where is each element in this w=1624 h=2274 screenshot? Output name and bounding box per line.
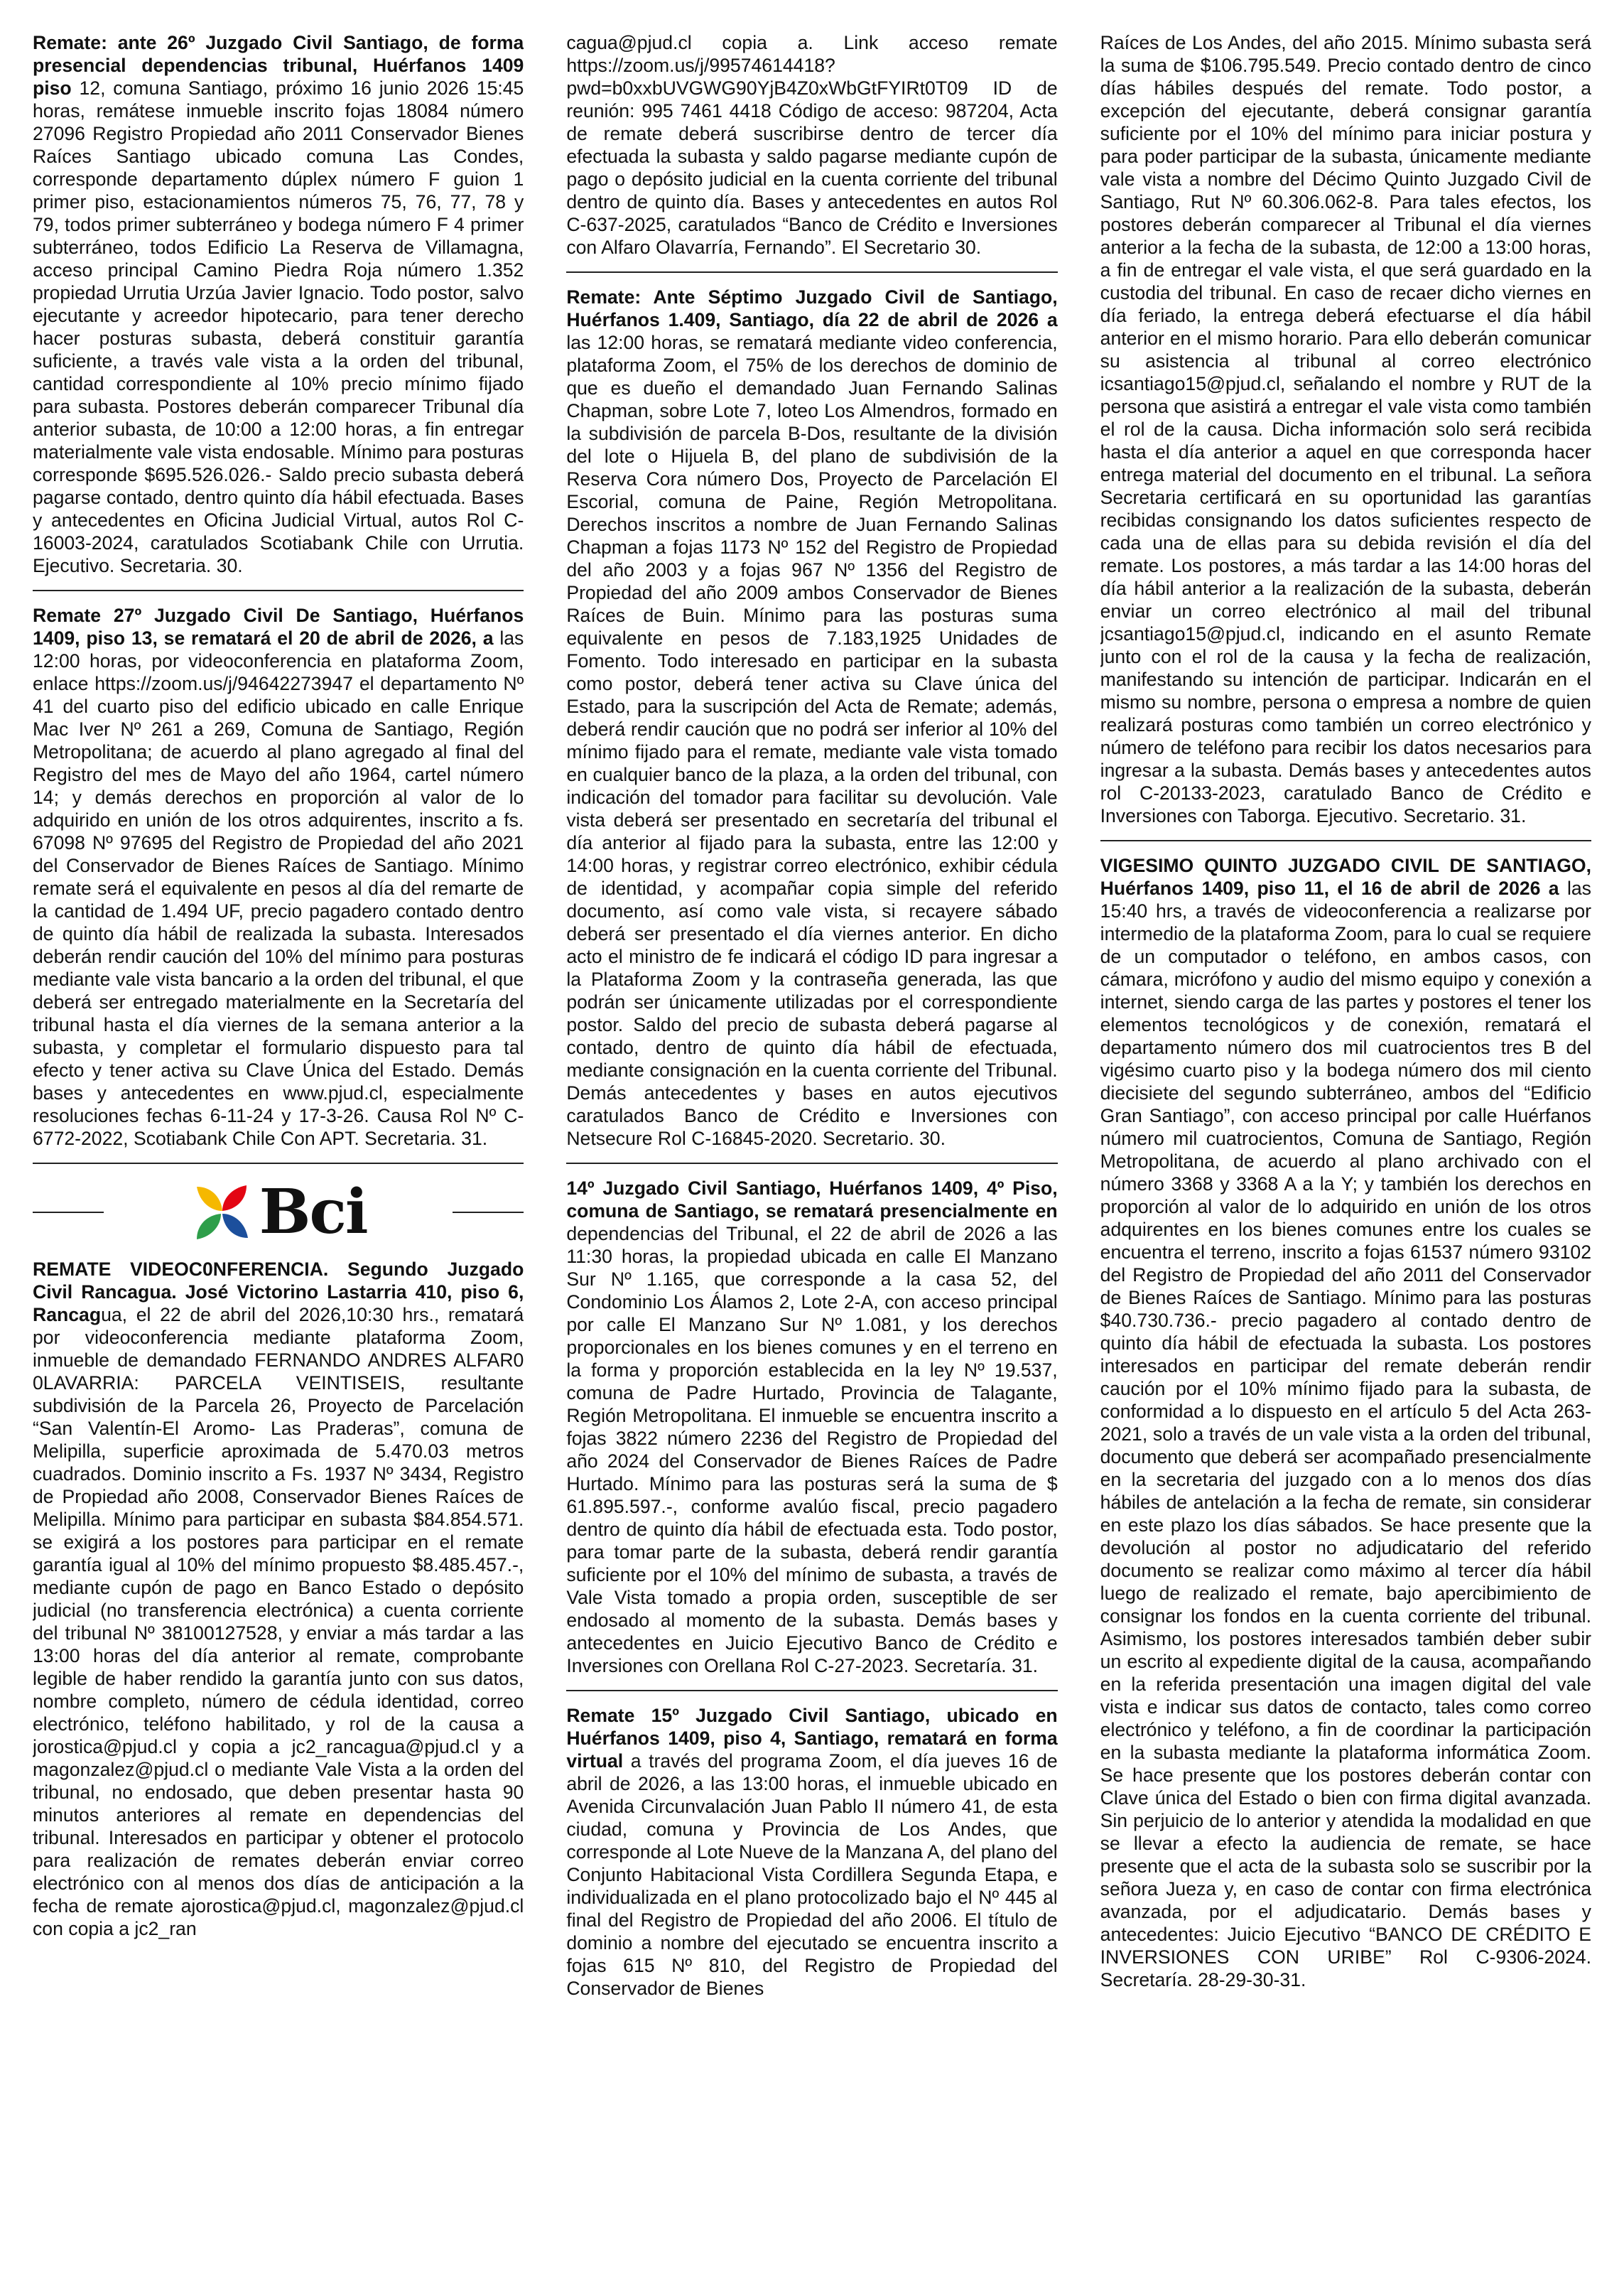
notice-26-juzgado — [33, 31, 524, 577]
logo-rule-left — [33, 1212, 104, 1213]
notice-body: Raíces de Los Andes, del año 2015. Mínimo subasta será la suma de $106.795.549. Precio contado dentro de cinco días hábiles después del remate. Todo postor, a excepción del ejecutante, deberá consignar garantía suficiente por el 10% del mínimo para iniciar postura y para poder participar de la subasta, únicamente mediante vale vista a nombre del Décimo Quinto Juzgado Civil de Santiago, Rut Nº 60.306.062-8. Para tales efectos, los postores deberán comparecer al Tribunal el día viernes anterior a la fecha de la subasta, de 12:00 a 13:00 horas, a fin de entregar el vale vista, el que será guardado en la custodia del tribunal. En caso de recaer dicho viernes en día feriado, la entrega deberá efectuarse el día hábil anterior en el mismo horario. Para ello deberán comunicar su asistencia al tribunal al correo electrónico icsantiago15@pjud.cl, señalando el nombre y RUT de la persona que asistirá a entregar el vale vista como también el rol de la causa. Dicha información solo será recibida hasta el día anterior a aquel en que corresponda hacer entrega material del documento en el tribunal. La señora Secretaria certificará en su oportunidad las garantías recibidas consignando los datos suficientes respecto de cada una de ellas para su debida revisión el día del remate. Los postores, a más tardar a las 14:00 horas del día hábil anterior a la realización de la subasta, deberán enviar un correo electrónico al mail del tribunal jcsantiago15@pjud.cl, indicando en el asunto Remate junto con el rol de la causa y la fecha de realización, manifestando su intención de participar. Indicarán en el mismo su nombre, persona o empresa a nombre de quien realizará posturas como también un correo electrónico y número de teléfono para recibir los datos necesarios para ingresar a la subasta. Demás bases y antecedentes autos rol C-20133-2023, caratulado Banco de Crédito e Inversiones con Taborga. Ejecutivo. Secretario. 31. — [1100, 32, 1591, 826]
notice-25-juzgado — [1100, 854, 1591, 1991]
column-3 — [1100, 31, 1591, 2253]
notice-body: ua, el 22 de abril del 2026,10:30 hrs., rematará por videoconferencia mediante plataforma Zoom, inmueble de demandado FERNANDO ANDRES ALFAR0 0LAVARRIA: PARCELA VEINTISEIS, resultante subdivisión de la Parcela 26, Proyecto de Parcelación “San Valentín-El Aromo- Las Praderas”, comuna de Melipilla, superficie aproximada de 5.470.03 metros cuadrados. Dominio inscrito a Fs. 1937 Nº 3434, Registro de Propiedad año 2008, Conservador Bienes Raíces de Melipilla. Mínimo para participar en subasta $84.854.571. se exigirá a los postores para participar en el remate garantía igual al 10% del mínimo propuesto $8.485.457.-, mediante cupón de pago en Banco Estado o depósito judicial (no transferencia electrónica) a cuenta corriente del tribunal Nº 38100127528, y enviar a más tardar a las 13:00 horas del día anterior al remate, comprobante legible de haber rendido la garantía junto con sus datos, nombre completo, número de cédula identidad, correo electrónico, teléfono habilitado, y rol de la causa a jorostica@pjud.cl y copia a jc2_rancagua@pjud.cl y a magonzalez@pjud.cl o mediante Vale Vista a la orden del tribunal, no endosado, que deben presentar hasta 90 minutos anteriores al remate en dependencias del tribunal. Interesados en participar y obtener el protocolo para realización de remates deberán enviar correo electrónico con al menos dos días de anticipación a la fecha de remate ajorostica@pjud.cl, magonzalez@pjud.cl con copia a jc2_ran — [33, 1304, 524, 1939]
notice-15-juzgado-cont — [1100, 31, 1591, 827]
divider — [566, 1163, 1057, 1164]
notice-heading: 14º Juzgado Civil Santiago, Huérfanos 1409, 4º Piso, comuna de Santiago, se rematará presencialmente en — [566, 1178, 1058, 1222]
bci-logo — [190, 1176, 367, 1248]
notice-body: 12, comuna Santiago, próximo 16 junio 2026 15:45 horas, remátese inmueble inscrito fojas 18084 número 27096 Registro Propiedad año 2011 Conservador Bienes Raíces Santiago ubicado comuna Las Condes, corresponde departamento dúplex número F guion 1 primer piso, estacionamientos números 75, 76, 77, 78 y 79, todos primer subterráneo y bodega número F 4 primer subterráneo, todos Edificio La Reserva de Villamagna, acceso principal Camino Piedra Roja número 1.352 propiedad Urrutia Urzúa Javier Ignacio. Todo postor, salvo ejecutante y acreedor hipotecario, para tener derecho hacer posturas subasta, deberá constituir garantía suficiente, a través vale vista a la orden del tribunal, cantidad correspondiente al 10% precio mínimo fijado para subasta. Postores deberán comparecer Tribunal día anterior subasta, de 10:00 a 12:00 horas, a fin entregar materialmente vale vista endosable. Mínimo para posturas corresponde $695.526.026.- Saldo precio subasta deberá pagarse contado, dentro quinto día hábil efectuada. Bases y antecedentes en Oficina Judicial Virtual, autos Rol C-16003-2024, caratulados Scotiabank Chile con Urrutia. Ejecutivo. Secretaria. 30. — [33, 77, 524, 576]
divider — [566, 1690, 1057, 1691]
notice-heading: Remate 27º Juzgado Civil De Santiago, Huérfanos 1409, piso 13, se rematará el 20 de abril de 2026, a — [33, 605, 524, 649]
bci-logo-text: Bci — [259, 1176, 367, 1248]
notice-body: dependencias del Tribunal, el 22 de abril de 2026 a las 11:30 horas, la propiedad ubicada en calle El Manzano Sur Nº 1.165, que corresponde a la casa 52, del Condominio Los Álamos 2, Lote 2-A, con acceso principal por calle El Manzano Sur Nº 1.081, y los derechos proporcionales en los bienes comunes y en el terreno en la forma y proporción establecida en la ley Nº 19.537, comuna de Padre Hurtado, Provincia de Talagante, Región Metropolitana. El inmueble se encuentra inscrito a fojas 3822 número 2236 del Registro de Propiedad del año 2024 del Conservador de Bienes Raíces de Padre Hurtado. Mínimo para las posturas será la suma de $ 61.895.597.-, conforme avalúo fiscal, precio pagadero dentro de quinto día hábil de efectuada esta. Todo postor, para tomar parte de la subasta, deberá rendir garantía suficiente por el 10% del mínimo de subasta, a través de Vale Vista tomado a propia orden, susceptible de ser endosado al momento de la subasta. Demás bases y antecedentes en Juicio Ejecutivo Banco de Crédito e Inversiones con Orellana Rol C-27-2023. Secretaría. 31. — [566, 1223, 1058, 1676]
column-1 — [33, 31, 524, 2253]
notice-body: las 12:00 horas, se rematará mediante video conferencia, plataforma Zoom, el 75% de los derechos de dominio de que es dueño el demandado Juan Fernando Salinas Chapman, sobre Lote 7, loteo Los Almendros, formado en la subdivisión de parcela B-Dos, resultante de la división del lote o Hijuela B, del plano de subdivisión de la Reserva Cora número Dos, Proyecto de Parcelación El Escorial, comuna de Paine, Región Metropolitana. Derechos inscritos a nombre de Juan Fernando Salinas Chapman a fojas 1173 Nº 152 del Registro de Propiedad del año 2003 y a fojas 967 Nº 1356 del Registro de Propiedad del año 2009 ambos Conservador de Bienes Raíces de Buin. Mínimo para las posturas suma equivalente en pesos de 7.183,1925 Unidades de Fomento. Todo interesado en participar en la subasta como postor, deberá tener activa su Clave única del Estado, para la suscripción del Acta de Remate; además, deberá rendir caución que no podrá ser inferior al 10% del mínimo fijado para el remate, mediante vale vista tomado en cualquier banco de la plaza, a la orden del tribunal, con indicación del tomador para facilitar su devolución. Vale vista deberá ser presentado en secretaría del tribunal el día anterior al fijado para la subasta, entre las 12:00 y 14:00 horas, y registrar correo electrónico, exhibir cédula de identidad, y acompañar copia simple del referido documento, así como vale vista, si recayere sábado deberá ser presentado el día viernes anterior. En dicho acto el ministro de fe indicará el código ID para ingresar a la Plataforma Zoom y la contraseña generada, las que podrán ser únicamente utilizadas por el correspondiente postor. Saldo del precio de subasta deberá pagarse al contado, dentro de quinto día hábil de efectuada, mediante consignación en la cuenta corriente del Tribunal. Demás antecedentes y bases en autos ejecutivos caratulados Banco de Crédito e Inversiones con Netsecure Rol C-16845-2020. Secretario. 30. — [566, 332, 1058, 1149]
notice-heading: REMATE VIDEOC0NFERENCIA. Segundo Juzgado Civil Rancagua. José Victorino Lastarria 410, piso 6, Rancag — [33, 1259, 524, 1325]
bci-pinwheel-icon — [190, 1180, 255, 1245]
logo-rule-right — [453, 1212, 524, 1213]
notice-body: cagua@pjud.cl copia a. Link acceso remate https://zoom.us/j/99574614418?pwd=b0xxbUVGWG90YjB4Z0xWbGtFYIRt0T09 ID de reunión: 995 7461 4418 Código de acceso: 987204, Acta de remate deberá suscribirse dentro de tercer día efectuada la subasta y saldo pagarse mediante cupón de pago o depósito judicial en la cuenta corriente del tribunal dentro de quinto día. Bases y antecedentes en autos Rol C-637-2025, caratulados “Banco de Crédito e Inversiones con Alfaro Olavarría, Fernando”. El Secretario 30. — [566, 32, 1058, 258]
notice-heading: VIGESIMO QUINTO JUZGADO CIVIL DE SANTIAGO, Huérfanos 1409, piso 11, el 16 de abril de 2026 a — [1100, 855, 1591, 899]
notice-body: a través del programa Zoom, el día jueves 16 de abril de 2026, a las 13:00 horas, el inmueble ubicado en Avenida Circunvalación Juan Pablo II número 41, de esta ciudad, comuna y Provincia de Los Andes, que corresponde al Lote Nueve de la Manzana A, del plano del Conjunto Habitacional Vista Cordillera Segunda Etapa, e individualizada en el plano protocolizado bajo el Nº 445 al final del Registro de Propiedad del año 2006. El título de dominio a nombre del ejecutado se encuentra inscrito a fojas 615 Nº 810, del Registro de Propiedad del Conservador de Bienes — [566, 1750, 1058, 1999]
notice-2-juzgado-rancagua-cont — [566, 31, 1057, 259]
notice-7-juzgado — [566, 286, 1057, 1150]
notice-heading: Remate: ante 26º Juzgado Civil Santiago, de forma presencial dependencias tribunal, Huérfanos 1409 piso — [33, 32, 524, 99]
logo-row — [33, 1177, 524, 1248]
divider — [33, 1163, 524, 1164]
column-2 — [566, 31, 1057, 2253]
notice-heading: Remate: Ante Séptimo Juzgado Civil de Santiago, Huérfanos 1.409, Santiago, día 22 de abril de 2026 a — [566, 286, 1058, 330]
notice-14-juzgado — [566, 1177, 1057, 1677]
notice-2-juzgado-rancagua — [33, 1258, 524, 1940]
notice-15-juzgado — [566, 1704, 1057, 2000]
notice-body: las 15:40 hrs, a través de videoconferencia a realizarse por intermedio de la plataforma Zoom, para lo cual se requiere de un computador o teléfono, en ambos casos, con cámara, micrófono y audio del mismo equipo y conexión a internet, siendo carga de las partes y postores el tener los elementos tecnológicos y de conexión, rematará el departamento número dos mil cuatrocientos tres B del vigésimo cuarto piso y la bodega número dos mil ciento diecisiete del segundo subterráneo, ambos del “Edificio Gran Santiago”, con acceso principal por calle Huérfanos número mil cuatrocientos, Comuna de Santiago, Región Metropolitana, de acuerdo al plano archivado con el número 3368 y 3368 A a la Y; y también los derechos en proporción al valor de lo adquirido en unión de los otros adquirentes en los bienes comunes entre los cuales se encuentra el terreno, inscrito a fojas 61537 número 93102 del Registro de Propiedad del año 2011 del Conservador de Bienes Raíces de Santiago. Mínimo para las posturas $40.730.736.- precio pagadero al contado dentro de quinto día hábil de efectuada la subasta. Los postores interesados en participar del remate deberán rendir caución por el 10% mínimo fijado para la subasta, de conformidad a lo dispuesto en el artículo 5 del Acta 263-2021, solo a través de un vale vista a la orden del tribunal, documento que deberá ser acompañado presencialmente en la secretaria del juzgado con a lo menos dos días hábiles de antelación a la fecha de remate, sin considerar en este plazo los días sábados. Se hace presente que la devolución al postor no adjudicatario del referido documento se realizar como máximo al tercer día hábil luego de realizado el remate, bajo apercibimiento de consignar los fondos en la cuenta corriente del tribunal. Asimismo, los postores interesados también deber subir un escrito al expediente digital de la causa, acompañando en la referida presentación una imagen digital del vale vista e indicar sus datos de contacto, tales como correo electrónico y teléfono, a fin de coordinar la participación en la subasta mediante la plataforma informática Zoom. Se hace presente que los postores deberán contar con Clave única del Estado o bien con firma digital avanzada. Sin perjuicio de lo anterior y atendida la modalidad en que se llevar a efecto la audiencia de remate, se hace presente que el acta de la subasta solo se suscribir por la señora Jueza y, en caso de contar con firma electrónica avanzada, por el adjudicatario. Demás bases y antecedentes: Juicio Ejecutivo “BANCO DE CRÉDITO E INVERSIONES CON URIBE” Rol C-9306-2024. Secretaría. 28-29-30-31. — [1100, 878, 1591, 1990]
notice-body: las 12:00 horas, por videoconferencia en plataforma Zoom, enlace https://zoom.us/j/94642273947 el departamento Nº 41 del cuarto piso del edificio ubicado en calle Enrique Mac Iver Nº 261 a 269, Comuna de Santiago, Región Metropolitana; de acuerdo al plano agregado al final del Registro del mes de Mayo del año 1964, cartel número 14; y demás derechos en proporción al valor de lo adquirido en unión de los otros adquirentes, inscrito a fs. 67098 Nº 97695 del Registro de Propiedad del año 2021 del Conservador de Bienes Raíces de Santiago. Mínimo remate será el equivalente en pesos al día del remarte de la cantidad de 1.494 UF, precio pagadero contado dentro de quinto día hábil de realizada la subasta. Interesados deberán rendir caución del 10% del mínimo para posturas mediante vale vista bancario a la orden del tribunal, el que deberá ser entregado materialmente en la Secretaría del tribunal hasta el día viernes de la semana anterior a la subasta, y completar el formulario dispuesto para tal efecto y tener activa su Clave Única del Estado. Demás bases y antecedentes en www.pjud.cl, especialmente resoluciones fechas 6-11-24 y 17-3-26. Causa Rol Nº C-6772-2022, Scotiabank Chile Con APT. Secretaria. 31. — [33, 627, 524, 1149]
divider — [33, 590, 524, 591]
notice-27-juzgado — [33, 604, 524, 1150]
divider — [566, 271, 1057, 273]
divider — [1100, 840, 1591, 841]
notice-heading: Remate 15º Juzgado Civil Santiago, ubicado en Huérfanos 1409, piso 4, Santiago, rematará en forma virtual — [566, 1705, 1058, 1772]
